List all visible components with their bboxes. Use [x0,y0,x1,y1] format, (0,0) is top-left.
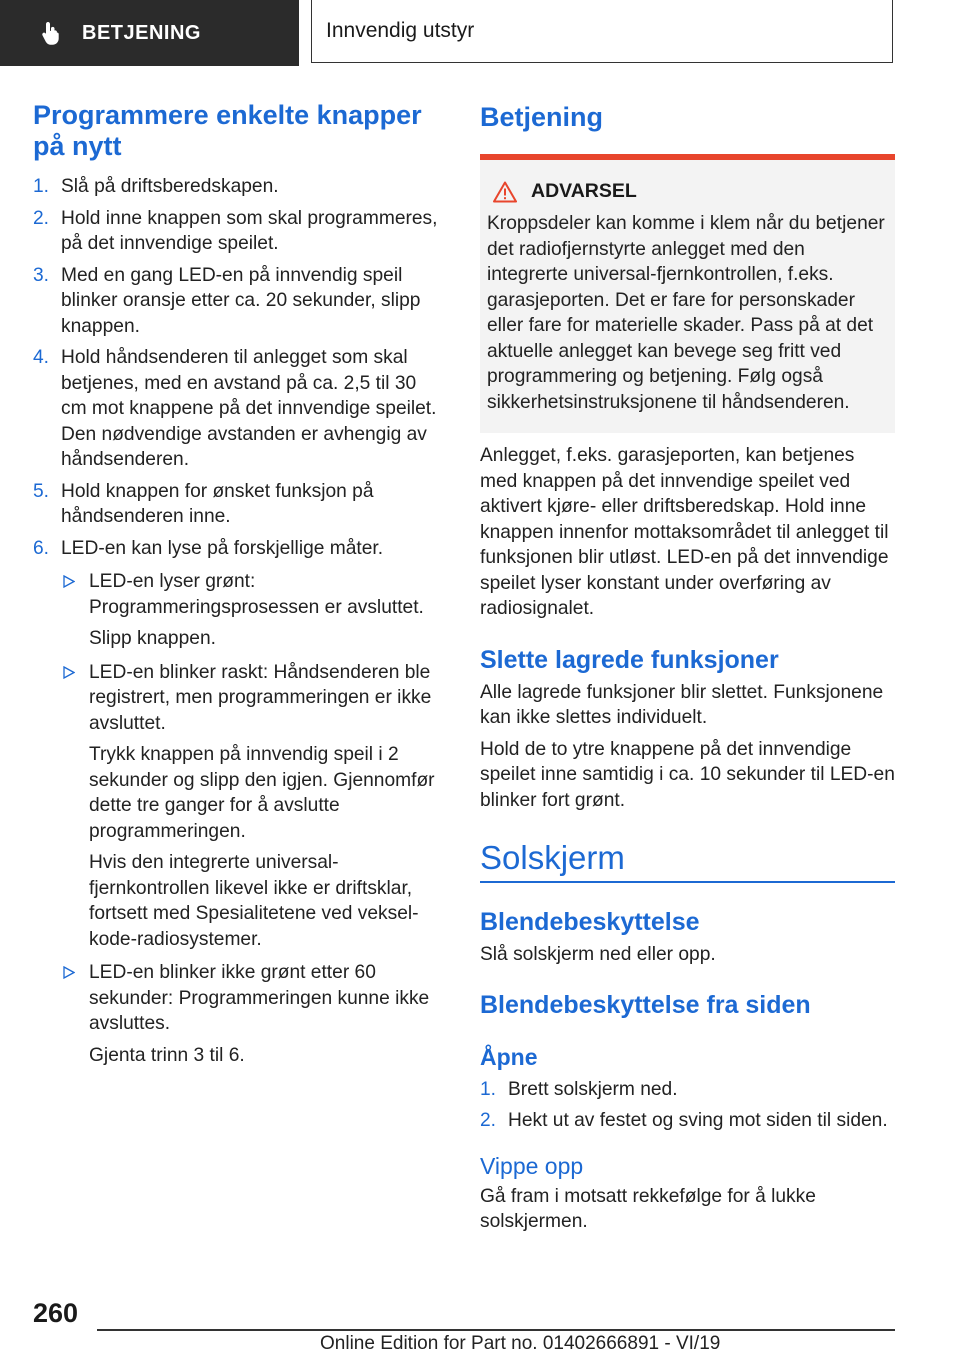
slette-text-1: Alle lagrede funksjoner blir slettet. Funksjonene kan ikke slettes individuelt. [480,681,884,728]
section-tab [0,0,299,66]
heading-blendebeskyttelse: Blendebeskyttelse [480,908,700,936]
warning-title: ADVARSEL [487,180,888,203]
warning-box [480,154,895,433]
warning-triangle-icon [493,181,517,203]
list-item: 4. Hold håndsenderen til anlegget som skal betjenes, med en avstand på ca. 2,5 til 30 cm mot knappene på det innvendige speilet. Den nødvendige avstanden er avhengig av håndsenderen. [33,347,437,470]
triangle-bullet-icon [63,966,75,979]
vippe-text: Gå fram i motsatt rekkefølge for å lukke solskjermen. [480,1185,816,1232]
list-item: 5. Hold knappen for ønsket funksjon på håndsenderen inne. [33,480,374,527]
slette-text-2: Hold de to ytre knappene på det innvendige speilet inne samtidig i ca. 10 sekunder til LED-en blinker fort grønt. [480,738,895,811]
led-states-list [61,569,447,1068]
list-item: 3. Med en gang LED-en på innvendig speil blinker oransje etter ca. 20 sekunder, slipp knappen. [33,264,421,337]
heading-reprogram: Programmere enkelte knapper på nytt [33,100,422,161]
edition-text: Online Edition for Part no. 01402666891 - VI/19 [320,1333,721,1354]
heading-betjening: Betjening [480,102,604,132]
chapter-title: Innvendig utstyr [326,19,475,42]
list-item: LED-en lyser grønt: Programmeringsprosessen er avsluttet. Slipp knappen. [61,569,447,652]
reprogram-steps [33,174,447,1068]
page-number: 260 [33,1298,79,1328]
heading-apne: Åpne [480,1043,538,1070]
list-item: 2. Hold inne knappen som skal programmeres, på det innvendige speilet. [33,207,438,254]
section-rule [480,881,895,883]
list-item: 1. Brett solskjerm ned. [480,1078,678,1100]
warning-text: Kroppsdeler kan komme i klem når du betjener det radiofjernstyrte anlegget med den integrerte universal-fjernkontrollen, f.eks. garasjeporten. Det er fare for personskader eller fare for materielle skader. Pass på at det aktuelle anlegget kan bevege seg fritt ved programmering og betjening. Følg også sikkerhetsinstruksjonene til håndsenderen. [487,213,885,413]
heading-vippe: Vippe opp [480,1152,584,1179]
hand-pointer-icon [40,20,64,46]
triangle-bullet-icon [63,666,75,679]
betjening-text: Anlegget, f.eks. garasjeporten, kan betjenes med knappen på det innvendige speilet ved aktivert kjøre- eller driftsberedskap. Hold inne knappen innenfor mottaksområdet til anlegget til funksjonen blir utløst. LED-en på det innvendige speilet lyser konstant under overføring av radiosignalet. [480,445,889,619]
apne-steps [480,1077,895,1134]
list-item: 1. Slå på driftsberedskapen. [33,176,279,197]
section-title: BETJENING [82,21,201,44]
blende-text: Slå solskjerm ned eller opp. [480,944,716,965]
triangle-bullet-icon [63,575,75,588]
footer-rule [97,1329,895,1331]
list-item: LED-en blinker ikke grønt etter 60 sekunder: Programmeringen kunne ikke avsluttes. Gjenta trinn 3 til 6. [61,960,447,1068]
chapter-tab [311,0,893,63]
list-item: 6. LED-en kan lyse på forskjellige måter. LED-en lyser grønt: Programmeringsprosessen er avsluttet. Slipp knappen. LED-en blinker raskt: Håndsenderen ble registrert, men programmeringen er ikke avsluttet. Trykk knappen på innvendig speil i 2 sekunder og slipp den igjen. Gjennomfør dette tre ganger for å avslutte programmeringen. Hvis den integrerte universal-fjernkontrollen likevel ikke er driftsklar, fortsett med Spesialitetene ved veksel-kode-radiosystemer. LED-en blinker ikke grønt etter 60 sekunder: Programmeringen kunne ikke avsluttes. Gjenta trinn 3 til 6. [33,536,447,1069]
list-item: LED-en blinker raskt: Håndsenderen ble registrert, men programmeringen er ikke avsluttet. Trykk knappen på innvendig speil i 2 sekunder og slipp den igjen. Gjennomfør dette tre ganger for å avslutte programmeringen. Hvis den integrerte universal-fjernkontrollen likevel ikke er driftsklar, fortsett med Spesialitetene ved veksel-kode-radiosystemer. [61,660,447,953]
right-column [480,100,895,1235]
list-item: 2. Hekt ut av festet og sving mot siden til siden. [480,1110,888,1131]
heading-slette: Slette lagrede funksjoner [480,645,779,674]
heading-blende-side: Blendebeskyttelse fra siden [480,990,811,1019]
left-column [33,100,447,1076]
heading-solskjerm: Solskjerm [480,839,625,876]
